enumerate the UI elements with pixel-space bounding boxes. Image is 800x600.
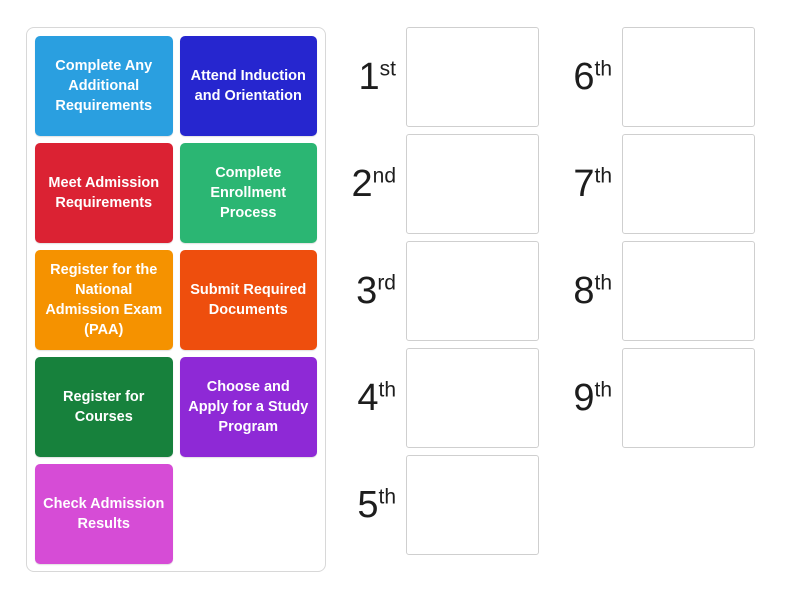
tile-label: Submit Required Documents [190, 282, 307, 318]
slot-row [560, 348, 760, 448]
tile-label: Meet Admission Requirements [48, 175, 160, 211]
slot-rank-label [560, 165, 622, 203]
slot-rank-number: 8 [573, 270, 595, 312]
draggable-tile[interactable] [35, 250, 173, 350]
slot-row [560, 241, 760, 341]
ordered-slots [344, 27, 774, 572]
slot-rank-suffix: nd [372, 164, 396, 188]
tile-grid [35, 36, 317, 564]
slot-rank-suffix: th [378, 378, 396, 402]
drop-slot-1[interactable] [406, 27, 539, 127]
draggable-tile[interactable] [35, 464, 173, 564]
slot-rank-label [344, 379, 406, 417]
drop-slot-8[interactable] [622, 241, 755, 341]
slot-row [344, 134, 544, 234]
slot-row [344, 348, 544, 448]
slot-row [344, 241, 544, 341]
drop-slot-3[interactable] [406, 241, 539, 341]
drop-slot-7[interactable] [622, 134, 755, 234]
slot-column-1 [344, 27, 544, 562]
tile-label: Register for the National Admission Exam (PAA) [45, 262, 163, 338]
slot-rank-suffix: th [378, 485, 396, 509]
drop-slot-9[interactable] [622, 348, 755, 448]
slot-row [344, 27, 544, 127]
slot-rank-label [344, 272, 406, 310]
slot-rank-label [560, 58, 622, 96]
slot-row [560, 27, 760, 127]
draggable-tile[interactable] [180, 36, 318, 136]
slot-column-2 [560, 27, 760, 455]
slot-rank-number: 4 [357, 377, 379, 419]
tile-slot-empty [180, 464, 318, 564]
slot-rank-suffix: rd [377, 271, 396, 295]
slot-rank-label [344, 58, 406, 96]
slot-rank-number: 5 [357, 484, 379, 526]
slot-rank-suffix: th [594, 378, 612, 402]
slot-rank-label [560, 379, 622, 417]
draggable-tile[interactable] [180, 250, 318, 350]
slot-rank-number: 3 [356, 270, 378, 312]
drop-slot-4[interactable] [406, 348, 539, 448]
tile-panel [26, 27, 326, 572]
tile-label: Choose and Apply for a Study Program [188, 379, 309, 435]
slot-rank-number: 2 [351, 163, 373, 205]
slot-rank-number: 9 [573, 377, 595, 419]
slot-row [344, 455, 544, 555]
slot-rank-number: 7 [573, 163, 595, 205]
slot-rank-suffix: th [594, 271, 612, 295]
drop-slot-2[interactable] [406, 134, 539, 234]
draggable-tile[interactable] [180, 357, 318, 457]
draggable-tile[interactable] [180, 143, 318, 243]
drop-slot-6[interactable] [622, 27, 755, 127]
slot-rank-number: 6 [573, 56, 595, 98]
draggable-tile[interactable] [35, 357, 173, 457]
draggable-tile[interactable] [35, 143, 173, 243]
tile-label: Register for Courses [63, 389, 145, 425]
drop-slot-5[interactable] [406, 455, 539, 555]
slot-rank-suffix: th [594, 57, 612, 81]
tile-label: Complete Enrollment Process [210, 165, 287, 221]
slot-rank-label [344, 486, 406, 524]
slot-rank-number: 1 [358, 56, 380, 98]
tile-label: Check Admission Results [43, 496, 165, 532]
tile-label: Complete Any Additional Requirements [55, 58, 153, 114]
slot-rank-label [344, 165, 406, 203]
slot-row [560, 134, 760, 234]
draggable-tile[interactable] [35, 36, 173, 136]
slot-rank-suffix: th [594, 164, 612, 188]
tile-label: Attend Induction and Orientation [190, 68, 306, 104]
slot-rank-suffix: st [379, 57, 396, 81]
slot-rank-label [560, 272, 622, 310]
